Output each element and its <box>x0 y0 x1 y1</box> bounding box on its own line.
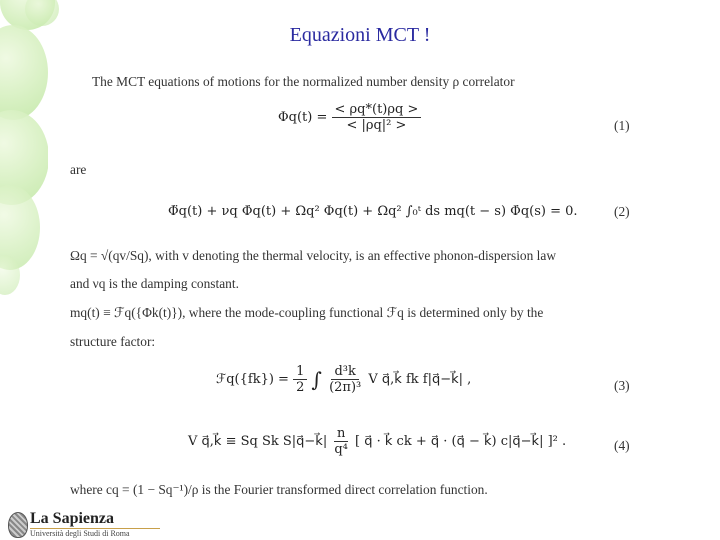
eq2-number: (2) <box>614 204 630 219</box>
eq4-frac-den: q⁴ <box>334 442 348 457</box>
integral-sign: ∫ <box>311 367 322 392</box>
intro-text: The MCT equations of motions for the normalized number density ρ correlator <box>92 74 515 89</box>
eq4-rhs: [ q⃗ · k⃗ ck + q⃗ · (q⃗ − k⃗) c|q⃗−k⃗| ]² . <box>355 434 567 449</box>
eq4-lhs: V q⃗,k⃗ ≡ Sq Sk S|q⃗−k⃗| <box>188 434 328 449</box>
equation-1 <box>278 102 421 133</box>
equation-2: Φ̈q(t) + νq Φ̇q(t) + Ωq² Φq(t) + Ωq² ∫₀ᵗ ds mq(t − s) Φ̇q(s) = 0. <box>168 204 578 219</box>
eq1-number: (1) <box>614 118 630 133</box>
eq1-lhs: Φq(t) = <box>278 110 328 125</box>
eq4-frac-num: n <box>334 426 348 442</box>
structure-line: structure factor: <box>70 334 156 349</box>
eq4-fraction <box>331 426 351 457</box>
omega-line: Ωq = √(qv/Sq), with v denoting the thermal velocity, is an effective phonon-dispersion law <box>70 248 556 263</box>
equation-3 <box>216 364 471 395</box>
equation-4 <box>188 426 566 457</box>
eq3-number: (3) <box>614 378 630 393</box>
eq3-lhs: ℱq({fk}) = <box>216 372 289 387</box>
eq1-fraction <box>332 102 422 133</box>
eq3-int-den: (2π)³ <box>329 380 362 395</box>
eq3-coef-den: 2 <box>296 380 305 395</box>
eq3-coefficient <box>293 364 307 395</box>
document-image <box>48 58 656 510</box>
crest-icon <box>8 512 28 538</box>
eq1-denominator: < |ρq|² > <box>346 118 407 133</box>
damping-line: and νq is the damping constant. <box>70 276 239 291</box>
mq-line: mq(t) ≡ ℱq({Φk(t)}), where the mode-coupling functional ℱq is determined only by the <box>70 305 544 320</box>
eq1-numerator: < ρq*(t)ρq > <box>332 102 422 118</box>
are-text: are <box>70 162 87 177</box>
closing-line: where cq = (1 − Sq⁻¹)/ρ is the Fourier transformed direct correlation function. <box>70 482 488 497</box>
eq3-int-num: d³k <box>331 364 358 380</box>
eq3-rhs: V q⃗,k⃗ fk f|q⃗−k⃗| , <box>368 372 472 387</box>
eq3-measure <box>326 364 364 395</box>
eq3-coef-num: 1 <box>293 364 307 380</box>
logo-subtitle: Università degli Studi di Roma <box>30 529 130 538</box>
logo-name: La Sapienza <box>30 510 115 527</box>
university-logo <box>8 512 178 540</box>
slide-title: Equazioni MCT ! <box>289 24 431 46</box>
eq4-number: (4) <box>614 438 630 453</box>
